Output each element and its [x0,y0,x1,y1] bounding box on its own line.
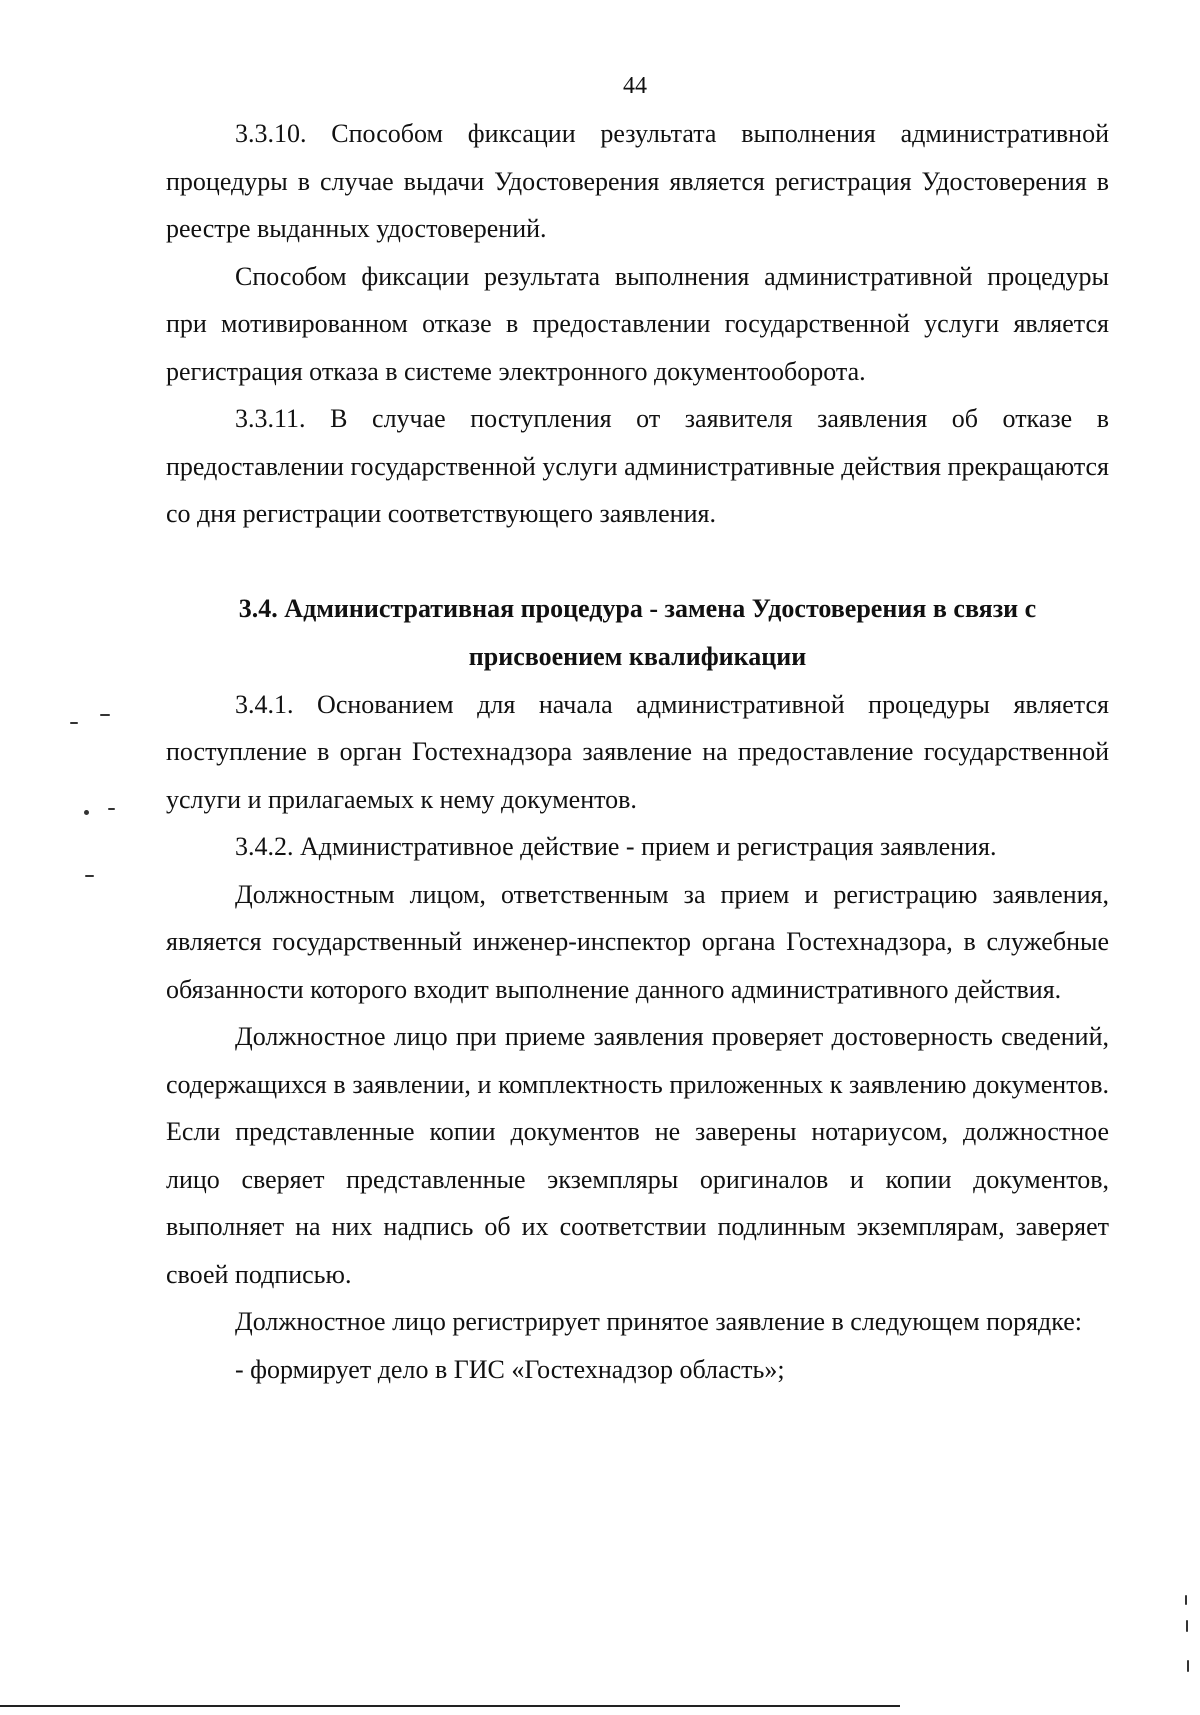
paragraph-document-check: Должностное лицо при приеме заявления проверяет достоверность сведений, содержащихся в заявлении, и комплектность приложенных к заявлению документов. Если представленные копии документов не заверены нотариусом, должностное лицо сверяет представленные экземпляры оригиналов и копии документов, выполняет на них надпись об их соответствии подлинным экземплярам, заверяет своей подписью. [166,1022,1109,1289]
section-heading-line-1: 3.4. Административная процедура - замена Удостоверения в связи с [238,593,1037,623]
paragraph-refusal-fixation: Способом фиксации результата выполнения административной процедуры при мотивированном отказе в предоставлении государственной услуги является регистрация отказа в системе электронного документооборота. [166,261,1109,386]
paragraph-3-3-11: 3.3.11. В случае поступления от заявителя заявления об отказе в предоставлении государственной услуги административные действия прекращаются со дня регистрации соответствующего заявления. [166,404,1109,528]
scan-speck [100,714,110,716]
paragraph-registration-order: Должностное лицо регистрирует принятое заявление в следующем порядке: [235,1307,1083,1336]
scan-speck [1186,1620,1188,1632]
page-number: 44 [623,73,647,99]
section-heading-3-4 [166,585,1109,681]
scan-speck [85,875,94,877]
scan-bottom-edge [0,1705,900,1707]
scan-speck [84,810,89,815]
scan-speck [1187,1660,1189,1672]
paragraph-3-4-2: 3.4.2. Административное действие - прием и регистрация заявления. [235,832,997,861]
paragraph-3-4-1: 3.4.1. Основанием для начала административной процедуры является поступление в орган Гостехнадзора заявление на предоставление государственной услуги и прилагаемых к нему документов. [166,689,1109,814]
list-item-create-case: - формирует дело в ГИС «Гостехнадзор область»; [235,1354,785,1384]
scan-speck [70,722,78,724]
document-body [166,110,1109,1393]
scan-speck [108,808,115,810]
scan-speck [1185,1595,1187,1605]
section-heading-line-2: присвоением квалификации [468,641,807,671]
paragraph-responsible-official: Должностным лицом, ответственным за прием и регистрацию заявления, является государственный инженер-инспектор органа Гостехнадзора, в служебные обязанности которого входит выполнение данного административного действия. [166,879,1109,1004]
paragraph-3-3-10: 3.3.10. Способом фиксации результата выполнения административной процедуры в случае выдачи Удостоверения является регистрация Удостоверения в реестре выданных удостоверений. [166,119,1109,243]
